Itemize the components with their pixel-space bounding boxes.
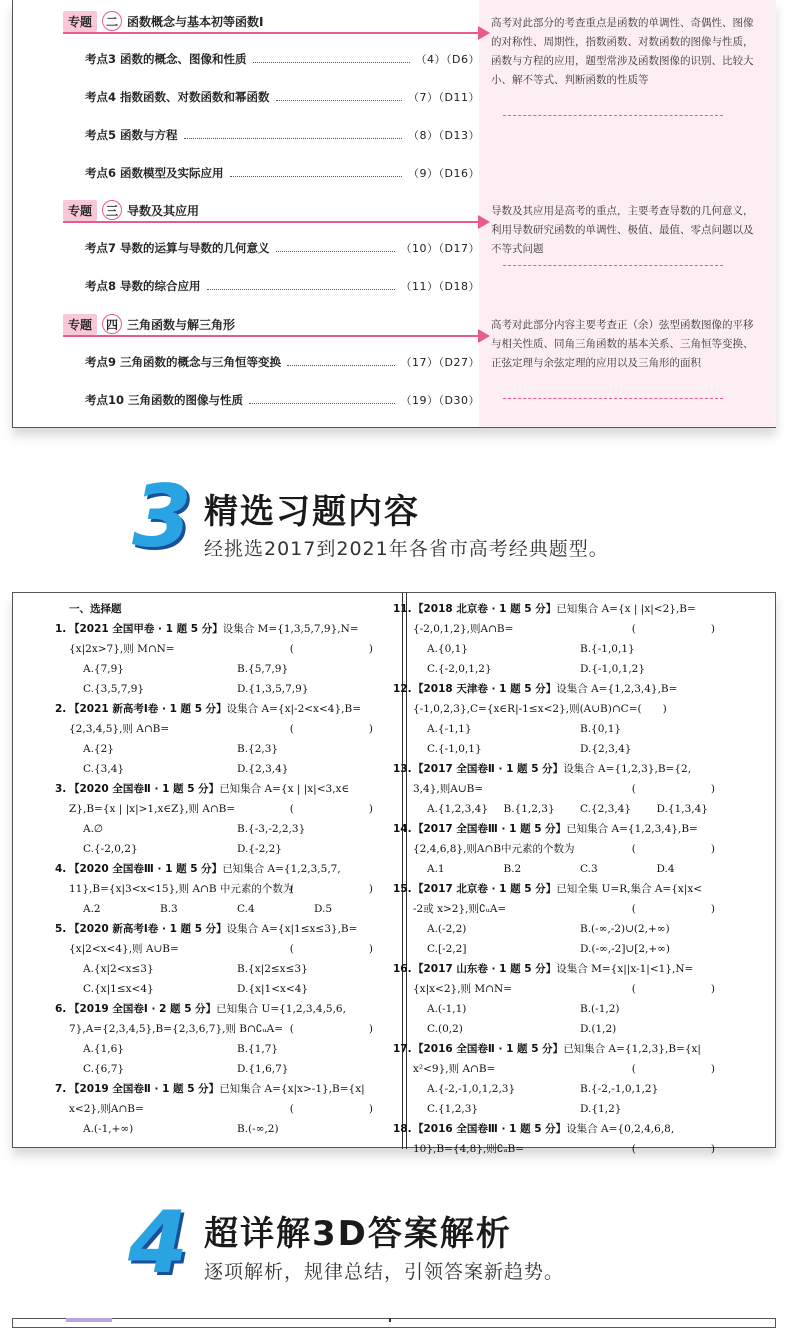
toc-entry-pages: （7）（D11） [408, 91, 480, 104]
toc-entry-pages: （11）（D18） [400, 280, 480, 293]
options-row [413, 919, 733, 939]
question-text-line [69, 619, 391, 639]
answer-option: B.(-1,2) [580, 1003, 620, 1015]
toc-entry[interactable] [85, 50, 480, 68]
question-item [55, 1079, 391, 1139]
answer-option: A.{0,1} [427, 643, 468, 655]
question-source: 【2016 全国卷Ⅱ · 1 题 5 分】 [413, 1043, 564, 1055]
answer-option: B.{-1,0,1} [580, 643, 635, 655]
question-source: 【2021 新高考Ⅰ卷 · 1 题 5 分】 [69, 703, 227, 715]
toc-entry[interactable] [85, 353, 480, 371]
toc-entry[interactable] [85, 277, 480, 295]
answer-option: B.{0,1} [580, 723, 622, 735]
options-row [413, 719, 733, 739]
question-item [55, 999, 391, 1079]
topic-arrow-icon [478, 26, 490, 40]
answer-option: C.{2,3,4} [580, 803, 632, 815]
topic-note: 高考对此部分的考查重点是函数的单调性、奇偶性、图像的对称性、周期性，指数函数、对数函数的图像与性质，函数与方程的应用，题型常涉及函数图像的识别、比较大小、解不等式、判断函数的性质等 [491, 17, 754, 86]
question-text-line [413, 1039, 733, 1059]
topic-header [63, 313, 235, 335]
question-text-line [413, 959, 733, 979]
answer-option: B.(-∞,2) [237, 1123, 279, 1135]
question-number: 14. [393, 823, 412, 835]
question-number: 15. [393, 883, 412, 895]
toc-entry-pages: （9）（D16） [408, 167, 480, 180]
options-row [69, 1059, 391, 1079]
question-text-line [69, 919, 391, 939]
question-item [55, 919, 391, 999]
answer-option: A.{-1,1} [427, 723, 472, 735]
topic-arrow-icon [478, 215, 490, 229]
question-text: Z},B={x | |x|>1,x∈Z},则 A∩B= [69, 803, 236, 815]
answer-option: D.(-∞,-2]∪[2,+∞) [580, 943, 670, 955]
question-text: {2,3,4,5},则 A∩B= [69, 723, 170, 735]
question-source: 【2017 北京卷 · 1 题 5 分】 [413, 883, 557, 895]
options-row [413, 799, 733, 819]
answer-option: B.{1,7} [237, 1043, 279, 1055]
options-row [69, 739, 391, 759]
toc-entry-label: 考点10 三角函数的图像与性质 [85, 393, 244, 407]
question-item [393, 1119, 733, 1159]
question-item [393, 1039, 733, 1119]
options-row [413, 1099, 733, 1119]
exercise-column-left [55, 599, 391, 1139]
answer-bracket: ( ) [631, 1063, 733, 1075]
question-text: 设集合 A={1,2,3,4},B= [556, 683, 678, 695]
question-number: 5. [55, 923, 67, 935]
question-text-line [413, 759, 733, 779]
toc-entry-pages: （8）（D13） [408, 129, 480, 142]
answer-option: A.(-2,2) [427, 923, 467, 935]
options-row [69, 839, 391, 859]
answer-option: A.{x|2<x≤3} [83, 963, 154, 975]
toc-entry[interactable] [85, 88, 480, 106]
question-text-line [69, 1079, 391, 1099]
question-source: 【2020 全国卷Ⅲ · 1 题 5 分】 [69, 863, 223, 875]
answer-option: C.{-2,0,1,2} [427, 663, 492, 675]
answer-option: B.{-3,-2,2,3} [237, 823, 306, 835]
answer-option: D.{-2,2} [237, 843, 282, 855]
topic-title: 导数及其应用 [127, 203, 200, 218]
section-3-number: 3 [132, 467, 192, 567]
toc-entry-pages: （17）（D27） [400, 356, 480, 369]
question-text: 已知集合 A={1,2,3,4},B= [566, 823, 698, 835]
question-item [393, 879, 733, 959]
topic-number-badge: 二 [102, 11, 122, 31]
question-text: 设集合 A={0,2,4,6,8, [566, 1123, 675, 1135]
question-item [55, 859, 391, 919]
question-item [55, 779, 391, 859]
topic-underline [63, 335, 478, 337]
answer-option: B.{1,2,3} [503, 803, 555, 815]
question-source: 【2020 新高考Ⅰ卷 · 1 题 5 分】 [69, 923, 227, 935]
question-text: x²<9},则 A∩B= [413, 1063, 496, 1075]
section-4-number: 4 [128, 1193, 188, 1293]
question-source: 【2017 全国卷Ⅱ · 1 题 5 分】 [413, 763, 564, 775]
answer-option: C.3 [580, 863, 598, 875]
answer-option: A.{1,2,3,4} [427, 803, 489, 815]
answer-option: D.{x|1<x<4} [237, 983, 309, 995]
answer-option: B.{2,3} [237, 743, 279, 755]
topic-note: 导数及其应用是高考的重点，主要考查导数的几何意义，利用导数研究函数的单调性、极值、最值、零点问题以及不等式问题 [491, 205, 754, 255]
topic-title: 函数概念与基本初等函数Ⅰ [127, 14, 264, 29]
toc-entry-label: 考点7 导数的运算与导数的几何意义 [85, 241, 270, 255]
toc-entry[interactable] [85, 391, 480, 409]
question-item [55, 699, 391, 779]
answer-option: D.{-1,0,1,2} [580, 663, 646, 675]
answer-option: D.{2,3,4} [237, 763, 289, 775]
question-source: 【2018 天津卷 · 1 题 5 分】 [413, 683, 557, 695]
answer-bracket: ( ) [631, 983, 733, 995]
answer-option: B.{5,7,9} [237, 663, 289, 675]
question-number: 13. [393, 763, 412, 775]
answer-option: B.(-∞,-2)∪(2,+∞) [580, 923, 670, 935]
question-item [393, 959, 733, 1039]
answer-option: A.{7,9} [83, 663, 124, 675]
question-source: 【2019 全国卷Ⅱ · 1 题 5 分】 [69, 1083, 220, 1095]
toc-entry-pages: （19）（D30） [400, 394, 480, 407]
question-number: 17. [393, 1043, 412, 1055]
toc-entry-pages: （4）（D6） [415, 53, 480, 66]
question-text: 已知集合 A={1,2,3},B={x| [563, 1043, 701, 1055]
dot-leader [253, 55, 410, 63]
options-row [413, 999, 733, 1019]
answer-bracket: ( ) [631, 1143, 733, 1155]
exercise-column-right [393, 599, 733, 1159]
answer-option: A.1 [427, 863, 445, 875]
question-item [393, 759, 733, 819]
section-3-subtitle: 经挑选2017到2021年各省市高考经典题型。 [204, 538, 609, 560]
question-source: 【2017 全国卷Ⅲ · 1 题 5 分】 [413, 823, 567, 835]
question-text-line [69, 779, 391, 799]
toc-entry-label: 考点4 指数函数、对数函数和幂函数 [85, 90, 270, 104]
options-row [413, 739, 733, 759]
topic-title: 三角函数与解三角形 [127, 317, 236, 332]
question-number: 4. [55, 863, 67, 875]
section-3-title: 精选习题内容 [204, 492, 420, 532]
answer-bracket: ( ) [289, 883, 391, 895]
topic-tag: 专题 [63, 200, 97, 221]
answer-option: C.{-1,0,1} [427, 743, 482, 755]
answer-option: B.{x|2≤x≤3} [237, 963, 308, 975]
answer-option: C.{-2,0,2} [83, 843, 138, 855]
note-dashed-rule [503, 115, 723, 116]
answer-option: D.{2,3,4} [580, 743, 632, 755]
question-number: 3. [55, 783, 67, 795]
question-text-line [413, 699, 733, 719]
question-source: 【2017 山东卷 · 1 题 5 分】 [413, 963, 557, 975]
topic-number-badge: 四 [102, 314, 122, 334]
topic-underline [63, 221, 478, 223]
dot-leader [184, 131, 403, 139]
answer-option: B.{-2,-1,0,1,2} [580, 1083, 659, 1095]
toc-entry-label: 考点5 函数与方程 [85, 128, 178, 142]
answer-option: C.4 [237, 903, 255, 915]
answer-option: A.{-2,-1,0,1,2,3} [427, 1083, 516, 1095]
question-source: 【2016 全国卷Ⅲ · 1 题 5 分】 [413, 1123, 567, 1135]
question-text-line [413, 819, 733, 839]
question-text: {x|x<2},则 M∩N= [413, 983, 512, 995]
options-row [69, 819, 391, 839]
options-row [69, 1039, 391, 1059]
answer-option: C.{6,7} [83, 1063, 125, 1075]
topic-number-badge: 三 [102, 200, 122, 220]
question-text: -2或 x>2},则∁ᵤA= [413, 903, 507, 915]
dot-leader [207, 282, 395, 290]
answer-option: C.{3,5,7,9} [83, 683, 145, 695]
question-text: 设集合 A={x|1≤x≤3},B= [226, 923, 358, 935]
note-dashed-rule [503, 398, 723, 399]
question-text: 3,4},则A∪B= [413, 783, 484, 795]
answer-option: A.(-1,+∞) [83, 1123, 134, 1135]
question-source: 【2021 全国甲卷 · 1 题 5 分】 [69, 623, 223, 635]
answer-card-preview [12, 1318, 776, 1328]
question-item [393, 599, 733, 679]
question-source: 【2020 全国卷Ⅱ · 1 题 5 分】 [69, 783, 220, 795]
answer-option: A.∅ [83, 823, 104, 835]
toc-entry-label: 考点8 导数的综合应用 [85, 279, 201, 293]
dot-leader [230, 169, 403, 177]
question-text: x<2},则A∩B= [69, 1103, 144, 1115]
answer-bracket: ( ) [289, 1023, 391, 1035]
answer-option: A.{2} [83, 743, 114, 755]
answer-bracket: ( ) [289, 643, 391, 655]
options-row [69, 1119, 391, 1139]
dot-leader [276, 244, 395, 252]
answer-option: D.5 [314, 903, 333, 915]
answer-option: B.3 [160, 903, 178, 915]
options-row [413, 1019, 733, 1039]
question-item [393, 679, 733, 759]
answer-bracket: ( ) [631, 623, 733, 635]
question-number: 12. [393, 683, 412, 695]
question-number: 1. [55, 623, 67, 635]
options-row [69, 899, 391, 919]
topic-note: 高考对此部分内容主要考查正（余）弦型函数图像的平移与相关性质、同角三角函数的基本关系、三角恒等变换、正弦定理与余弦定理的应用以及三角形的面积 [491, 319, 754, 369]
question-text-line [69, 699, 391, 719]
question-text: 设集合 M={1,3,5,7,9},N= [222, 623, 359, 635]
question-text: {2,4,6,8},则A∩B中元素的个数为 [413, 843, 575, 855]
question-text: 7},A={2,3,4,5},B={2,3,6,7},则 B∩∁ᵤA= [69, 1023, 284, 1035]
question-text: {-1,0,2,3},C={x∈R|-1≤x<2},则(A∪B)∩C=( ) [413, 703, 667, 715]
question-number: 7. [55, 1083, 67, 1095]
dot-leader [249, 396, 395, 404]
toc-entry-label: 考点6 函数模型及实际应用 [85, 166, 224, 180]
question-source: 【2018 北京卷 · 1 题 5 分】 [413, 603, 557, 615]
options-row [413, 659, 733, 679]
options-row [413, 939, 733, 959]
answer-bracket: ( ) [289, 803, 391, 815]
question-text-line [69, 859, 391, 879]
answer-option: D.{1,6,7} [237, 1063, 289, 1075]
answer-card-divider [389, 1318, 391, 1322]
options-row [69, 979, 391, 999]
question-text: 10},B={4,8},则∁ₐB= [413, 1143, 525, 1155]
question-source: 【2019 全国卷Ⅰ · 2 题 5 分】 [69, 1003, 217, 1015]
answer-option: D.4 [656, 863, 675, 875]
answer-bracket: ( ) [289, 723, 391, 735]
toc-entry-pages: （10）（D17） [400, 242, 480, 255]
note-dashed-rule [503, 265, 723, 266]
options-row [69, 679, 391, 699]
answer-bracket: ( ) [289, 943, 391, 955]
question-item [55, 619, 391, 699]
question-text: 已知集合 A={x|x>-1},B={x| [219, 1083, 365, 1095]
options-row [413, 639, 733, 659]
options-row [413, 1079, 733, 1099]
question-text: 已知集合 A={1,2,3,5,7, [222, 863, 341, 875]
answer-option: D.{1,2} [580, 1103, 622, 1115]
answer-option: D.(1,2) [580, 1023, 617, 1035]
answer-option: A.2 [83, 903, 101, 915]
section-4-subtitle: 逐项解析，规律总结，引领答案新趋势。 [204, 1261, 565, 1283]
options-row [69, 659, 391, 679]
topic-tag: 专题 [63, 314, 97, 335]
question-text: {x|2<x<4},则 A∪B= [69, 943, 179, 955]
answer-option: A.{1,6} [83, 1043, 124, 1055]
answer-option: C.[-2,2] [427, 943, 467, 955]
answer-option: B.2 [503, 863, 522, 875]
topic-arrow-icon [478, 329, 490, 343]
answer-option: A.(-1,1) [427, 1003, 467, 1015]
answer-option: D.{1,3,5,7,9} [237, 683, 309, 695]
question-text-line [413, 1119, 733, 1139]
question-number: 11. [393, 603, 412, 615]
topic-underline [63, 32, 478, 34]
exercise-sample-card [12, 592, 776, 1155]
question-text: 已知集合 U={1,2,3,4,5,6, [216, 1003, 346, 1015]
topic-header [63, 199, 199, 221]
options-row [69, 959, 391, 979]
toc-card [12, 0, 776, 428]
answer-card-tab [66, 1318, 112, 1322]
answer-bracket: ( ) [289, 1103, 391, 1115]
toc-entry-label: 考点9 三角函数的概念与三角恒等变换 [85, 355, 282, 369]
topic-header [63, 10, 263, 32]
toc-entry-label: 考点3 函数的概念、图像和性质 [85, 52, 247, 66]
toc-entry[interactable] [85, 239, 480, 257]
answer-bracket: ( ) [631, 783, 733, 795]
answer-bracket: ( ) [631, 843, 733, 855]
question-text-line [413, 879, 733, 899]
answer-bracket: ( ) [631, 903, 733, 915]
question-text: 11},B={x|3<x<15},则 A∩B 中元素的个数为 [69, 883, 294, 895]
answer-option: C.(0,2) [427, 1023, 463, 1035]
question-text: 已知集合 A={x | |x|<2},B= [556, 603, 696, 615]
toc-entry[interactable] [85, 164, 480, 182]
section-4-title: 超详解3D答案解析 [204, 1214, 512, 1254]
question-text: {-2,0,1,2},则A∩B= [413, 623, 514, 635]
question-text-line [413, 599, 733, 619]
answer-option: D.{1,3,4} [656, 803, 708, 815]
dot-leader [276, 93, 403, 101]
question-text: 设集合 M={x||x-1|<1},N= [556, 963, 694, 975]
options-row [413, 859, 733, 879]
question-text-line [69, 999, 391, 1019]
question-number: 6. [55, 1003, 67, 1015]
answer-option: C.{1,2,3} [427, 1103, 479, 1115]
answer-option: C.{x|1≤x<4} [83, 983, 154, 995]
options-row [69, 759, 391, 779]
question-text-line [413, 679, 733, 699]
answer-option: C.{3,4} [83, 763, 125, 775]
question-item [393, 819, 733, 879]
question-text: 设集合 A={x|-2<x<4},B= [226, 703, 361, 715]
column-divider [402, 593, 403, 1149]
question-text: 已知全集 U=R,集合 A={x|x< [556, 883, 703, 895]
question-text: 设集合 A={1,2,3},B={2, [563, 763, 692, 775]
question-text: 已知集合 A={x | |x|<3,x∈ [219, 783, 350, 795]
toc-entry[interactable] [85, 126, 480, 144]
question-number: 2. [55, 703, 67, 715]
topic-tag: 专题 [63, 11, 97, 32]
question-number: 18. [393, 1123, 412, 1135]
question-number: 16. [393, 963, 412, 975]
column-divider [406, 593, 407, 1149]
exercise-section-label: 一、选择题 [69, 603, 122, 615]
dot-leader [287, 358, 395, 366]
question-text: {x|2x>7},则 M∩N= [69, 643, 175, 655]
